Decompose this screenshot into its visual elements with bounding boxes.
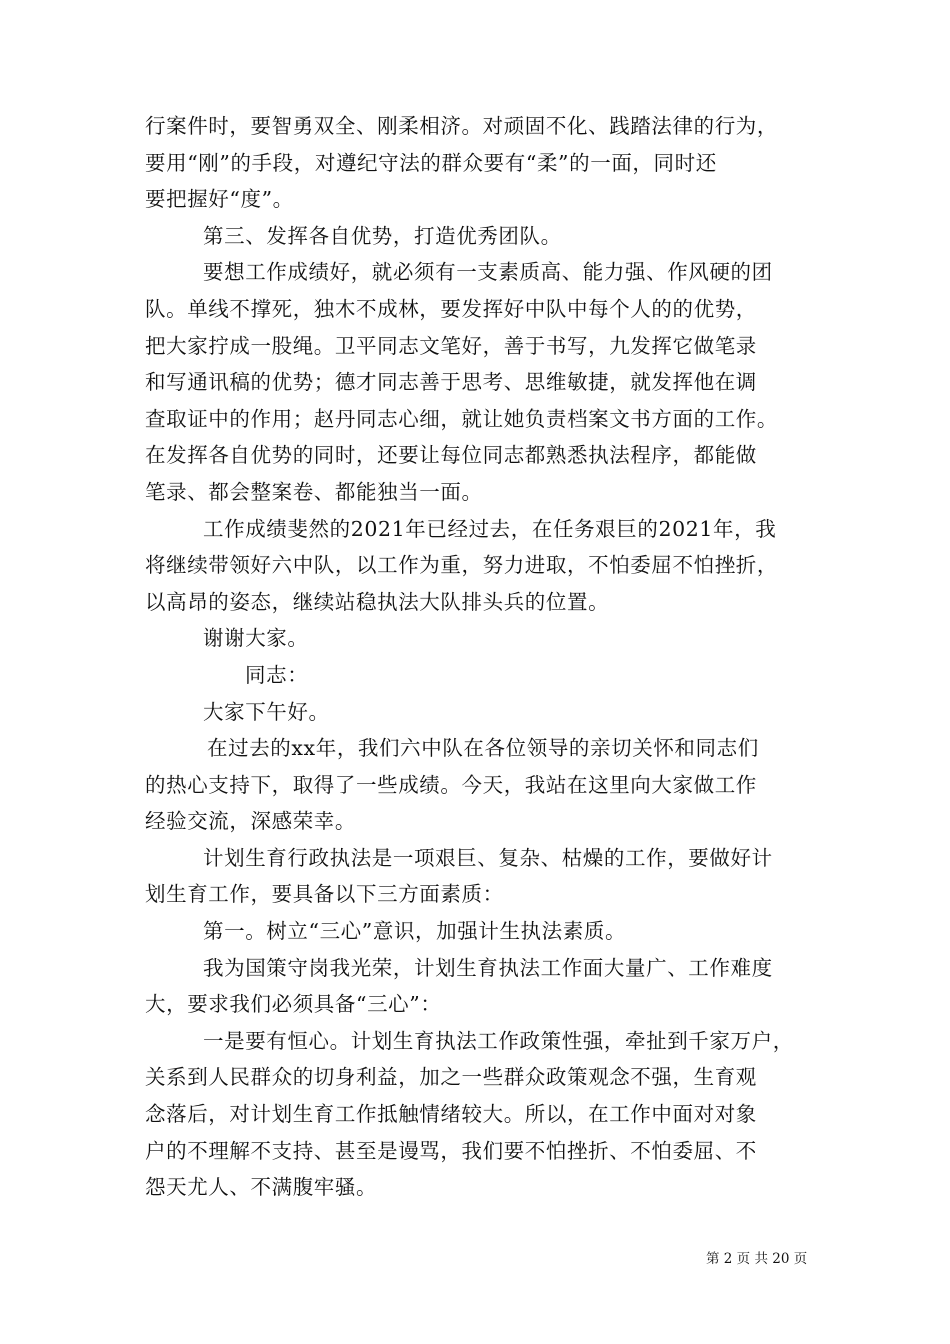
section-heading-first: 第一。树立“三心”意识，加强计生执法素质。 xyxy=(203,919,627,944)
text-line: 行案件时，要智勇双全、刚柔相济。对顽固不化、践踏法律的行为， xyxy=(145,114,778,138)
text-line: 念落后，对计划生育工作抵触情绪较大。所以，在工作中面对对象 xyxy=(145,1102,757,1127)
text-line: 怨天尤人、不满腹牢骚。 xyxy=(145,1175,378,1200)
page-number-footer: 第 2 页 共 20 页 xyxy=(706,1251,808,1267)
text-line: 以高昂的姿态，继续站稳执法大队排头兵的位置。 xyxy=(145,589,610,614)
text-line: 关系到人民群众的切身利益，加之一些群众政策观念不强，生育观 xyxy=(145,1065,757,1090)
text-line: 把大家拧成一股绳。卫平同志文笔好，善于书写，九发挥它做笔录 xyxy=(145,333,757,358)
text-line: 一是要有恒心。计划生育执法工作政策性强，牵扯到千家万户， xyxy=(203,1028,794,1053)
text-line: 和写通讯稿的优势；德才同志善于思考、思维敏捷，就发挥他在调 xyxy=(145,370,757,395)
closing-thanks: 谢谢大家。 xyxy=(203,626,309,651)
text-line: 我为国策守岗我光荣，计划生育执法工作面大量广、工作难度 xyxy=(203,955,773,980)
text-line: 工作成绩斐然的2021年已经过去，在任务艰巨的2021年，我 xyxy=(203,516,777,541)
text-line: 查取证中的作用；赵丹同志心细，就让她负责档案文书方面的工作。 xyxy=(145,406,778,431)
document-body xyxy=(145,108,813,1206)
text-line: 笔录、都会整案卷、都能独当一面。 xyxy=(145,479,483,504)
section-heading-third: 第三、发挥各自优势，打造优秀团队。 xyxy=(203,223,562,248)
text-line: 计划生育行政执法是一项艰巨、复杂、枯燥的工作，要做好计 xyxy=(203,845,773,870)
greeting: 大家下午好。 xyxy=(203,699,330,724)
text-line: 在过去的xx年，我们六中队在各位领导的亲切关怀和同志们 xyxy=(207,736,759,761)
salutation: 同志： xyxy=(245,662,309,687)
text-line: 要用“刚”的手段，对遵纪守法的群众要有“柔”的一面，同时还 xyxy=(145,150,717,175)
text-line: 要想工作成绩好，就必须有一支素质高、能力强、作风硬的团 xyxy=(203,260,773,285)
text-line: 在发挥各自优势的同时，还要让每位同志都熟悉执法程序，都能做 xyxy=(145,443,757,468)
text-line: 户的不理解不支持、甚至是谩骂，我们要不怕挫折、不怕委屈、不 xyxy=(145,1138,757,1163)
text-line: 队。单线不撑死，独木不成林，要发挥好中队中每个人的的优势， xyxy=(145,296,757,321)
text-line: 经验交流，深感荣幸。 xyxy=(145,809,356,834)
text-line: 将继续带领好六中队，以工作为重，努力进取，不怕委屈不怕挫折， xyxy=(145,553,778,578)
text-line: 的热心支持下，取得了一些成绩。今天，我站在这里向大家做工作 xyxy=(145,772,757,797)
text-line: 大，要求我们必须具备“三心”： xyxy=(145,992,442,1017)
text-line: 要把握好“度”。 xyxy=(145,187,294,212)
text-line: 划生育工作，要具备以下三方面素质： xyxy=(145,882,504,907)
